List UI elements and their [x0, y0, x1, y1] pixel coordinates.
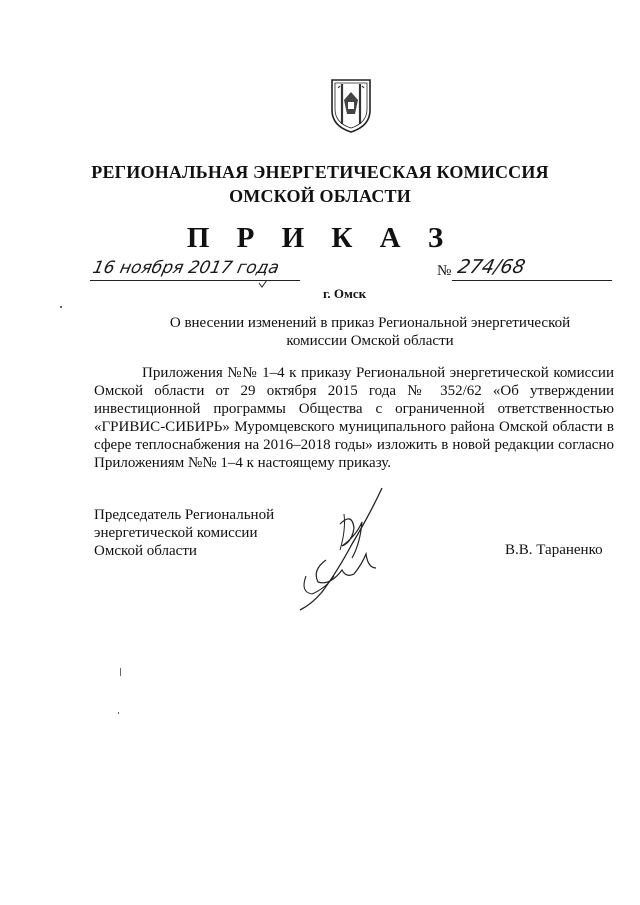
scan-speck: [120, 668, 121, 676]
order-subject: О внесении изменений в приказ Региональной энергетической комиссии Омской области: [169, 315, 571, 349]
order-date: 16 ноября 2017 года: [90, 258, 281, 278]
agency-name-line1: РЕГИОНАЛЬНАЯ ЭНЕРГЕТИЧЕСКАЯ КОМИССИЯ: [91, 162, 549, 182]
signer-position-line2: энергетической комиссии: [94, 525, 258, 541]
document-title: П Р И К А З: [186, 222, 454, 254]
date-underline: [90, 280, 300, 281]
signer-position-line1: Председатель Региональной: [94, 507, 275, 523]
check-mark-icon: [258, 279, 268, 289]
order-body: Приложения №№ 1–4 к приказу Региональной энергетической комиссии Омской области от 29 октября 2015 года № 352/62 «Об утверждении инвестиционной программы Общества с ограниченной ответственностью «ГРИВИС-СИБИРЬ» Муромцевского муниципального района Омской области в сфере теплоснабжения на 2016–2018 годы» изложить в новой редакции согласно Приложениям №№ 1–4 к настоящему приказу.: [94, 365, 614, 471]
signer-position-line3: Омской области: [94, 543, 197, 559]
signer-name: В.В. Тараненко: [505, 542, 603, 558]
scan-speck: [118, 712, 119, 714]
signer-position: [94, 506, 274, 560]
agency-name-line2: ОМСКОЙ ОБЛАСТИ: [229, 186, 411, 206]
city: г. Омск: [323, 286, 367, 301]
coat-of-arms-icon: [328, 76, 374, 134]
order-number: 274/68: [455, 256, 528, 278]
scan-speck: [60, 306, 62, 308]
number-underline: [452, 280, 612, 281]
number-sign: №: [437, 263, 452, 279]
signature-icon: [282, 484, 402, 614]
